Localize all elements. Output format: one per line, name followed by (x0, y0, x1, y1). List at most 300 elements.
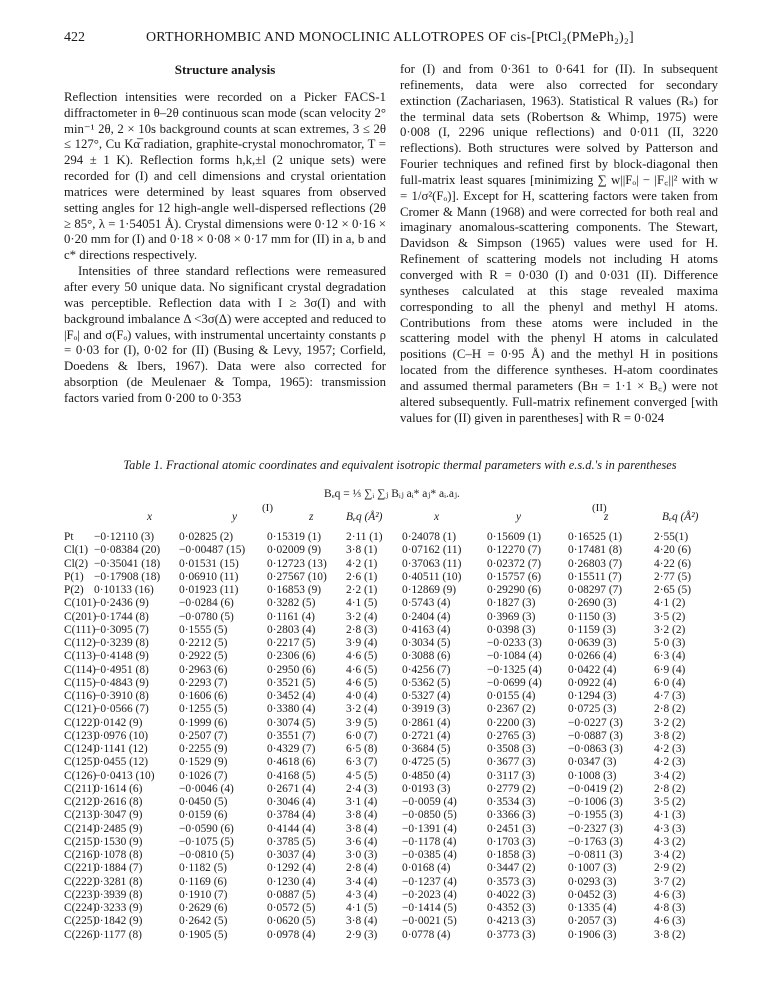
cell-x-I: 0·1078 (8) (94, 849, 143, 861)
cell-atom-label: C(122) (64, 716, 97, 729)
cell-z-II: 0·16525 (1) (568, 531, 623, 543)
cell-atom-label: Cl(1) (64, 544, 89, 557)
cell-y-II: 0·1858 (3) (487, 849, 536, 861)
table-row (64, 796, 724, 809)
cell-y-I: 0·1529 (9) (179, 756, 228, 769)
cell-y-II: −0·0233 (3) (487, 637, 542, 649)
cell-beq-II: 4·1 (3) (654, 809, 686, 822)
cell-beq-II: 3·8 (2) (654, 729, 686, 742)
cell-z-I: 0·3785 (5) (267, 835, 316, 848)
cell-atom-label: P(1) (64, 570, 84, 583)
table-row (64, 889, 724, 902)
column-header-z-II: z (604, 511, 609, 523)
cell-y-I: 0·2642 (5) (179, 915, 228, 928)
cell-beq-I: 4·3 (4) (346, 888, 378, 901)
cell-y-II: 0·12270 (7) (487, 544, 542, 557)
cell-beq-I: 4·6 (5) (346, 663, 378, 676)
cell-beq-II: 6·9 (4) (654, 663, 686, 676)
cell-y-I: 0·2629 (6) (179, 902, 228, 914)
table-row (64, 703, 724, 716)
cell-atom-label: C(212) (64, 796, 97, 808)
cell-beq-I: 4·5 (5) (346, 769, 378, 782)
cell-z-II: 0·0922 (4) (568, 676, 617, 689)
cell-y-II: −0·0699 (4) (487, 676, 542, 689)
cell-y-I: 0·1169 (6) (179, 875, 227, 888)
cell-z-I: 0·4144 (4) (267, 822, 316, 835)
cell-z-II: 0·0293 (3) (568, 875, 617, 888)
cell-x-I: −0·3095 (7) (94, 623, 149, 636)
cell-x-I: 0·1530 (9) (94, 835, 143, 848)
cell-y-I: −0·0284 (6) (179, 597, 234, 610)
cell-beq-I: 3·6 (4) (346, 835, 378, 848)
column-header-beq-I: Bₑq (Å²) (346, 511, 383, 523)
cell-y-II: 0·15757 (6) (487, 570, 542, 583)
cell-z-I: 0·12723 (13) (267, 557, 327, 570)
cell-x-II: 0·2721 (4) (402, 729, 451, 742)
cell-atom-label: C(124) (64, 743, 97, 755)
paragraph: Intensities of three standard reflections were remeasured after every 50 unique data. No significant crystal degradation was perceptible. Reflection data with I ≥ 3σ(I) and with background imbalance Δ <3σ(Δ) were accepted and reduced to |Fₒ| and σ(Fₒ) values, with instrumental uncertainty constants ρ = 0·03 for (I), 0·02 for (II) (Busing & Levy, 1957; Corfield, Doedens & Ibers, 1967). Data were also corrected for absorption (de Meulenaer & Tompa, 1965): transmission factors varied from 0·200 to 0·353 (64, 264, 386, 405)
cell-x-II: −0·1237 (4) (402, 875, 457, 888)
cell-beq-I: 2·4 (3) (346, 782, 378, 795)
cell-z-II: 0·15511 (7) (568, 570, 622, 583)
cell-y-I: 0·0450 (5) (179, 796, 228, 808)
cell-beq-I: 3·8 (1) (346, 544, 378, 557)
cell-x-I: 0·3233 (9) (94, 902, 143, 914)
cell-x-II: 0·0168 (4) (402, 862, 451, 875)
cell-atom-label: C(101) (64, 597, 97, 610)
cell-y-II: 0·4213 (3) (487, 915, 536, 928)
cell-z-I: 0·3074 (5) (267, 716, 316, 729)
cell-atom-label: C(123) (64, 729, 97, 742)
cell-z-II: 0·2690 (3) (568, 597, 617, 610)
cell-y-I: −0·0590 (6) (179, 822, 234, 835)
cell-z-II: 0·0266 (4) (568, 650, 617, 663)
cell-x-I: 0·2485 (9) (94, 822, 143, 835)
page-header (64, 30, 724, 50)
cell-y-I: −0·0810 (5) (179, 849, 234, 861)
cell-y-II: 0·3573 (3) (487, 875, 536, 888)
cell-y-I: 0·02825 (2) (179, 531, 234, 543)
cell-z-II: 0·1906 (3) (568, 928, 617, 941)
column-header-y-II: y (516, 511, 522, 523)
table-row (64, 783, 724, 796)
cell-z-II: 0·26803 (7) (568, 557, 623, 570)
cell-atom-label: C(114) (64, 663, 96, 676)
cell-x-II: 0·24078 (1) (402, 531, 457, 543)
cell-beq-II: 2·55(1) (654, 531, 689, 543)
paragraph: Reflection intensities were recorded on a Picker FACS-1 diffractometer in θ–2θ continuous scan mode (scan velocity 2° min⁻¹ 2θ, 2 × 10s background counts at scan extremes, 3 ≤ 2θ ≤ 127°, Cu Kα̅ radiation, graphite-crystal monochromator, T = 294 ± 1 K). Reflection forms h,k,±l (2 unique sets) were recorded for (I) and cell dimensions and crystal orientation matrices were determined by least squares from observed setting angles for 12 high-angle well-dispersed reflections (2θ ≥ 85°, λ = 1·54051 Å). Crystal dimensions were 0·12 × 0·16 × 0·20 mm for (I) and 0·18 × 0·08 × 0·17 mm for (II) in a, b and c* directions respectively. (64, 89, 386, 263)
cell-z-I: 0·3282 (5) (267, 597, 316, 610)
cell-atom-label: C(223) (64, 888, 97, 901)
cell-x-II: 0·2404 (4) (402, 610, 451, 623)
cell-x-I: −0·4951 (8) (94, 663, 149, 676)
cell-x-I: 0·1884 (7) (94, 862, 143, 875)
cell-z-II: 0·0347 (3) (568, 756, 617, 769)
cell-atom-label: C(216) (64, 849, 97, 861)
cell-z-II: 0·2057 (3) (568, 915, 617, 928)
cell-z-I: 0·3380 (4) (267, 703, 316, 716)
table-row (64, 558, 724, 571)
table-row (64, 664, 724, 677)
paragraph: for (I) and from 0·361 to 0·641 for (II). In subsequent refinements, data were also corrected for secondary extinction (Zachariasen, 1963). Statistical R values (Rₛ) for the terminal data sets (Robertson & Whimp, 1975) were 0·008 (I, 2296 unique reflections) and 0·011 (II, 3220 reflections). Both structures were solved by Patterson and Fourier techniques and refined first by block-diagonal then full-matrix least squares [minimizing ∑ w||Fₒ| − |F꜀||² with w = 1/σ²(Fₒ)]. Except for H, scattering factors were taken from Cromer & Mann (1968) and were corrected for both real and imaginary anomalous-scattering components. The Stewart, Davidson & Simpson (1965) values were used for H. Refinement of scattering models not including H atoms converged with R = 0·030 (I) and 0·031 (II). Difference syntheses calculated at this stage revealed maxima corresponding to all the phenyl and methyl H atoms. Contributions from these atoms were included in the scattering model with the phenyl H atoms in calculated positions (C–H = 0·95 Å) and the methyl H in positions located from the difference syntheses. H-atom coordinates and assumed thermal parameters (Bʜ = 1·1 × B꜀) were not altered subsequently. Full-matrix refinement converged [with values for (II) given in parentheses] with R = 0·024 (400, 62, 718, 425)
cell-x-I: −0·08384 (20) (94, 544, 161, 557)
cell-y-II: 0·3969 (3) (487, 610, 536, 623)
cell-x-I: −0·35041 (18) (94, 557, 161, 570)
cell-x-I: 0·1842 (9) (94, 915, 143, 928)
table-row (64, 677, 724, 690)
cell-y-II: 0·0155 (4) (487, 690, 536, 702)
cell-z-I: 0·3521 (5) (267, 676, 316, 689)
cell-x-I: 0·0455 (12) (94, 756, 149, 769)
cell-beq-I: 3·9 (5) (346, 716, 378, 729)
cell-beq-II: 4·3 (2) (654, 835, 686, 848)
cell-x-I: 0·1614 (6) (94, 782, 143, 795)
cell-z-I: 0·1230 (4) (267, 875, 316, 888)
cell-y-II: 0·0398 (3) (487, 623, 536, 636)
table-row (64, 637, 724, 650)
cell-z-II: −0·0811 (3) (568, 849, 623, 861)
cell-z-I: 0·0978 (4) (267, 928, 316, 941)
cell-beq-II: 6·3 (4) (654, 650, 686, 663)
beq-definition: Bₑq = ⅓ ∑ᵢ ∑ⱼ Bᵢⱼ aᵢ* aⱼ* aᵢ.aⱼ. (324, 488, 460, 500)
table-body (64, 531, 724, 942)
cell-x-II: −0·0850 (5) (402, 809, 457, 822)
cell-z-II: 0·1007 (3) (568, 862, 617, 875)
table-row (64, 730, 724, 743)
running-title: ORTHORHOMBIC AND MONOCLINIC ALLOTROPES OF cis-[PtCl₂(PMePh₂)₂] (146, 30, 634, 45)
table-row (64, 902, 724, 915)
cell-beq-II: 4·8 (3) (654, 902, 686, 914)
cell-z-II: −0·1763 (3) (568, 835, 623, 848)
cell-z-II: 0·08297 (7) (568, 584, 623, 596)
cell-x-II: −0·0021 (5) (402, 915, 457, 928)
cell-y-I: 0·1182 (5) (179, 862, 227, 875)
cell-beq-II: 3·2 (2) (654, 623, 686, 636)
cell-z-I: 0·4618 (6) (267, 756, 316, 769)
column-header-z-I: z (309, 511, 314, 523)
cell-x-I: 0·2616 (8) (94, 796, 143, 808)
cell-z-II: 0·1159 (3) (568, 623, 616, 636)
cell-x-II: 0·37063 (11) (402, 557, 462, 570)
cell-z-I: 0·0620 (5) (267, 915, 316, 928)
cell-beq-I: 3·4 (4) (346, 875, 378, 888)
table-row (64, 849, 724, 862)
cell-beq-II: 6·0 (4) (654, 676, 686, 689)
cell-z-I: 0·02009 (9) (267, 544, 322, 557)
cell-z-II: −0·0887 (3) (568, 729, 623, 742)
cell-beq-I: 4·2 (1) (346, 557, 378, 570)
table-row (64, 611, 724, 624)
right-column (400, 62, 718, 426)
cell-y-I: −0·1075 (5) (179, 835, 234, 848)
cell-atom-label: C(125) (64, 756, 97, 769)
cell-z-II: 0·0422 (4) (568, 663, 617, 676)
cell-z-I: 0·2306 (6) (267, 650, 316, 663)
cell-x-II: 0·4256 (7) (402, 663, 451, 676)
cell-z-II: −0·0863 (3) (568, 743, 623, 755)
cell-beq-I: 4·1 (5) (346, 597, 378, 610)
cell-beq-II: 4·20 (6) (654, 544, 692, 557)
cell-y-I: 0·2963 (6) (179, 663, 228, 676)
cell-y-I: 0·06910 (11) (179, 570, 239, 583)
table-caption-text: Table 1. Fractional atomic coordinates and equivalent isotropic thermal parameters with e.s.d.'s in parentheses (123, 458, 677, 472)
cell-z-II: 0·0725 (3) (568, 703, 617, 716)
cell-y-I: 0·2507 (7) (179, 729, 228, 742)
cell-z-I: 0·3452 (4) (267, 690, 316, 702)
cell-x-II: 0·0778 (4) (402, 928, 451, 941)
cell-beq-I: 2·8 (3) (346, 623, 378, 636)
cell-y-I: 0·0159 (6) (179, 809, 228, 822)
cell-z-I: 0·3551 (7) (267, 729, 316, 742)
cell-y-II: −0·1325 (4) (487, 663, 542, 676)
table-row (64, 650, 724, 663)
cell-beq-I: 2·9 (3) (346, 928, 378, 941)
cell-atom-label: C(121) (64, 703, 97, 716)
section-title: Structure analysis (174, 62, 276, 77)
cell-z-I: 0·3037 (4) (267, 849, 316, 861)
cell-z-II: 0·1150 (3) (568, 610, 616, 623)
page-number: 422 (64, 30, 85, 45)
table-row (64, 876, 724, 889)
cell-beq-II: 3·8 (2) (654, 928, 686, 941)
cell-x-II: 0·0193 (3) (402, 782, 451, 795)
cell-x-I: −0·12110 (3) (94, 531, 155, 543)
cell-beq-II: 4·2 (3) (654, 756, 686, 769)
cell-y-I: 0·2255 (9) (179, 743, 228, 755)
cell-beq-II: 4·2 (3) (654, 743, 686, 755)
table-row (64, 584, 724, 597)
cell-beq-II: 2·77 (5) (654, 570, 692, 583)
cell-beq-I: 3·1 (4) (346, 796, 378, 808)
cell-y-I: 0·1999 (6) (179, 716, 228, 729)
cell-x-II: 0·3684 (5) (402, 743, 451, 755)
cell-y-II: −0·1084 (4) (487, 650, 542, 663)
cell-z-I: 0·3046 (4) (267, 796, 316, 808)
cell-y-I: −0·0780 (5) (179, 610, 234, 623)
cell-beq-I: 4·6 (5) (346, 650, 378, 663)
cell-beq-II: 3·5 (2) (654, 796, 686, 808)
cell-atom-label: C(115) (64, 676, 96, 689)
cell-z-I: 0·16853 (9) (267, 584, 322, 596)
cell-beq-I: 3·8 (4) (346, 822, 378, 835)
cell-atom-label: C(112) (64, 637, 96, 649)
cell-y-I: 0·2212 (5) (179, 637, 228, 649)
cell-z-II: 0·0639 (3) (568, 637, 617, 649)
table-row (64, 717, 724, 730)
cell-z-II: −0·0227 (3) (568, 716, 623, 729)
table-row (64, 624, 724, 637)
cell-y-I: 0·1910 (7) (179, 888, 228, 901)
cell-x-II: 0·5743 (4) (402, 597, 451, 610)
cell-y-II: 0·1827 (3) (487, 597, 536, 610)
table-row (64, 743, 724, 756)
cell-atom-label: C(225) (64, 915, 97, 928)
cell-y-II: 0·4352 (3) (487, 902, 536, 914)
cell-atom-label: C(224) (64, 902, 97, 914)
cell-y-I: −0·00487 (15) (179, 544, 246, 557)
table-row (64, 531, 724, 544)
cell-x-II: 0·40511 (10) (402, 570, 462, 583)
group-label-II: (II) (592, 502, 607, 514)
cell-y-II: 0·2779 (2) (487, 782, 536, 795)
cell-z-II: −0·2327 (3) (568, 822, 623, 835)
cell-beq-I: 4·1 (5) (346, 902, 378, 914)
column-header-x-I: x (147, 511, 153, 523)
table-row (64, 915, 724, 928)
cell-y-II: 0·4022 (3) (487, 888, 536, 901)
column-header-y-I: y (232, 511, 238, 523)
cell-x-I: 0·1177 (8) (94, 928, 142, 941)
cell-beq-II: 5·0 (3) (654, 637, 686, 649)
cell-x-II: −0·1414 (5) (402, 902, 457, 914)
cell-z-II: 0·0452 (3) (568, 888, 617, 901)
cell-y-II: 0·2451 (3) (487, 822, 536, 835)
cell-atom-label: C(111) (64, 623, 96, 636)
cell-y-II: 0·02372 (7) (487, 557, 542, 570)
cell-beq-II: 3·7 (2) (654, 875, 686, 888)
cell-beq-II: 3·5 (2) (654, 610, 686, 623)
cell-beq-II: 4·6 (3) (654, 915, 686, 928)
cell-y-II: 0·1703 (3) (487, 835, 536, 848)
cell-beq-I: 2·2 (1) (346, 584, 378, 596)
cell-beq-I: 3·2 (4) (346, 703, 378, 716)
cell-beq-I: 2·6 (1) (346, 570, 378, 583)
cell-y-II: 0·2367 (2) (487, 703, 536, 716)
cell-beq-II: 4·1 (2) (654, 597, 686, 610)
cell-x-II: 0·5327 (4) (402, 690, 451, 702)
cell-beq-I: 2·8 (4) (346, 862, 378, 875)
cell-z-I: 0·27567 (10) (267, 570, 327, 583)
cell-x-II: −0·1178 (4) (402, 835, 457, 848)
cell-atom-label: Pt (64, 531, 74, 543)
cell-x-II: 0·3919 (3) (402, 703, 451, 716)
table-row (64, 770, 724, 783)
cell-beq-I: 2·11 (1) (346, 531, 383, 543)
table-row (64, 690, 724, 703)
table-caption (60, 458, 740, 473)
cell-beq-I: 6·3 (7) (346, 756, 378, 769)
cell-y-II: 0·3773 (3) (487, 928, 536, 941)
cell-atom-label: C(221) (64, 862, 97, 875)
cell-x-II: 0·3034 (5) (402, 637, 451, 649)
cell-y-I: 0·2922 (5) (179, 650, 228, 663)
cell-beq-I: 3·2 (4) (346, 610, 378, 623)
cell-x-I: −0·4843 (9) (94, 676, 149, 689)
cell-beq-II: 3·2 (2) (654, 716, 686, 729)
cell-beq-II: 4·6 (3) (654, 888, 686, 901)
cell-x-II: 0·07162 (11) (402, 544, 462, 557)
cell-y-II: 0·3366 (3) (487, 809, 536, 822)
cell-beq-II: 4·3 (3) (654, 822, 686, 835)
cell-z-I: 0·4329 (7) (267, 743, 316, 755)
cell-beq-II: 4·22 (6) (654, 557, 692, 570)
cell-beq-II: 4·7 (3) (654, 690, 686, 702)
cell-y-I: 0·1555 (5) (179, 623, 228, 636)
cell-beq-I: 4·6 (5) (346, 676, 378, 689)
cell-y-II: 0·3534 (3) (487, 796, 536, 808)
cell-x-II: −0·0059 (4) (402, 796, 457, 808)
cell-z-I: 0·2950 (6) (267, 663, 316, 676)
cell-atom-label: C(126) (64, 769, 97, 782)
cell-z-I: 0·0887 (5) (267, 888, 316, 901)
column-header-x-II: x (434, 511, 440, 523)
cell-y-I: 0·01531 (15) (179, 557, 239, 570)
cell-beq-II: 2·65 (5) (654, 584, 692, 596)
cell-beq-II: 2·8 (2) (654, 703, 686, 716)
cell-z-I: 0·4168 (5) (267, 769, 316, 782)
cell-y-II: 0·29290 (6) (487, 584, 542, 596)
cell-beq-I: 6·5 (8) (346, 743, 378, 755)
cell-beq-I: 3·8 (4) (346, 915, 378, 928)
cell-atom-label: C(213) (64, 809, 97, 822)
table-row (64, 544, 724, 557)
cell-z-II: −0·1006 (3) (568, 796, 623, 808)
cell-beq-I: 3·9 (4) (346, 637, 378, 649)
cell-x-I: 0·1141 (12) (94, 743, 148, 755)
cell-atom-label: Cl(2) (64, 557, 89, 570)
cell-x-I: −0·0413 (10) (94, 769, 155, 782)
cell-beq-II: 2·8 (2) (654, 782, 686, 795)
table-row (64, 571, 724, 584)
cell-beq-I: 4·0 (4) (346, 690, 378, 702)
cell-x-I: 0·3939 (8) (94, 888, 143, 901)
cell-z-II: −0·0419 (2) (568, 782, 623, 795)
cell-z-II: 0·1008 (3) (568, 769, 617, 782)
cell-z-I: 0·0572 (5) (267, 902, 316, 914)
table-row (64, 862, 724, 875)
cell-x-II: 0·12869 (9) (402, 584, 457, 596)
cell-y-I: 0·01923 (11) (179, 584, 239, 596)
cell-z-I: 0·15319 (1) (267, 531, 322, 543)
cell-y-II: 0·3117 (3) (487, 769, 535, 782)
cell-x-I: 0·0976 (10) (94, 729, 149, 742)
cell-x-II: −0·1391 (4) (402, 822, 457, 835)
cell-x-II: 0·2861 (4) (402, 716, 451, 729)
cell-z-II: 0·17481 (8) (568, 544, 623, 557)
cell-atom-label: P(2) (64, 584, 84, 596)
cell-x-II: 0·5362 (5) (402, 676, 451, 689)
cell-x-II: 0·4850 (4) (402, 769, 451, 782)
cell-y-II: 0·15609 (1) (487, 531, 542, 543)
cell-x-I: 0·3047 (9) (94, 809, 143, 822)
cell-x-I: 0·0142 (9) (94, 716, 143, 729)
cell-z-I: 0·3784 (4) (267, 809, 316, 822)
cell-y-I: 0·1905 (5) (179, 928, 228, 941)
table-row (64, 809, 724, 822)
cell-y-I: 0·1026 (7) (179, 769, 228, 782)
cell-y-I: 0·1255 (5) (179, 703, 228, 716)
cell-beq-II: 2·9 (2) (654, 862, 686, 875)
cell-y-II: 0·3447 (2) (487, 862, 536, 875)
column-header-beq-II: Bₑq (Å²) (662, 511, 699, 523)
cell-x-I: −0·3239 (8) (94, 637, 149, 649)
cell-x-I: −0·0566 (7) (94, 703, 149, 716)
cell-y-I: 0·2293 (7) (179, 676, 228, 689)
table-row (64, 836, 724, 849)
cell-beq-II: 3·4 (2) (654, 769, 686, 782)
cell-z-I: 0·2217 (5) (267, 637, 316, 649)
cell-x-II: −0·0385 (4) (402, 849, 457, 861)
cell-x-I: −0·17908 (18) (94, 570, 161, 583)
cell-y-II: 0·2200 (3) (487, 716, 536, 729)
cell-x-I: 0·10133 (16) (94, 584, 154, 596)
cell-atom-label: C(222) (64, 875, 97, 888)
cell-z-II: 0·1335 (4) (568, 902, 617, 914)
table-row (64, 823, 724, 836)
cell-z-I: 0·2671 (4) (267, 782, 316, 795)
cell-beq-I: 3·8 (4) (346, 809, 378, 822)
table-row (64, 597, 724, 610)
